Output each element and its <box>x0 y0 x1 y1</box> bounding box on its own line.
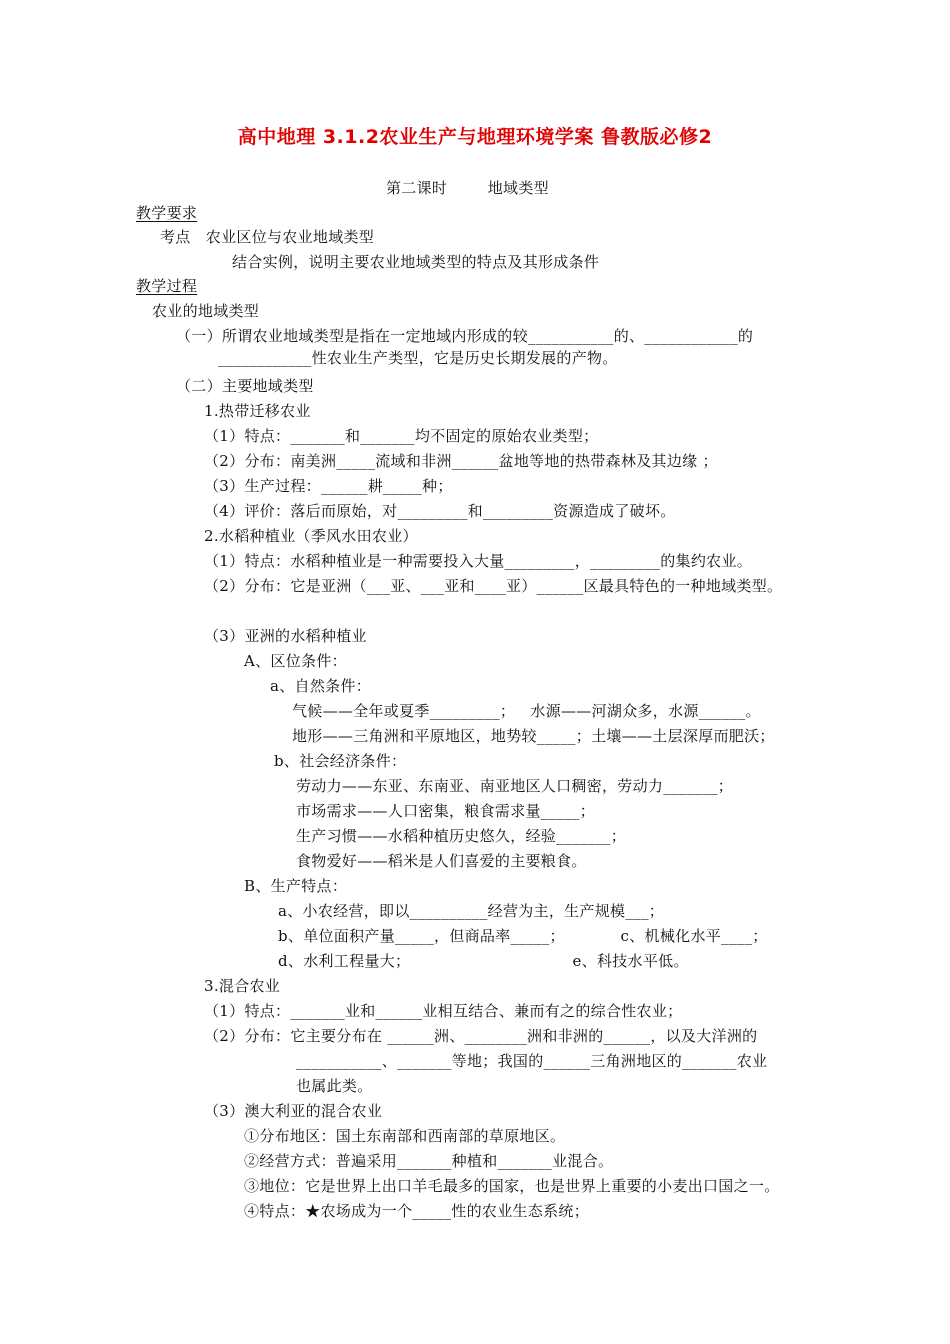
requirement-detail: 结合实例，说明主要农业地域类型的特点及其形成条件 <box>232 253 600 271</box>
australia-feature: ④特点：★农场成为一个_____性的农业生态系统； <box>244 1202 590 1220</box>
natural-conditions: a、自然条件： <box>270 677 372 695</box>
australia-area: ①分布地区：国土东南部和西南部的草原地区。 <box>244 1127 566 1145</box>
type2-feature: （1）特点：水稻种植业是一种需要投入大量_________，_________的集约农业。 <box>204 552 753 570</box>
exam-point: 考点 农业区位与农业地域类型 <box>160 228 375 246</box>
habit-condition: 生产习惯——水稻种植历史悠久，经验_______； <box>296 827 627 845</box>
requirements-heading: 教学要求 <box>136 204 198 222</box>
market-condition: 市场需求——人口密集，粮食需求量_____； <box>296 802 596 820</box>
feature-yield-mechanization: b、单位面积产量_____，但商品率_____； c、机械化水平____； <box>278 927 768 945</box>
type1-heading: 1.热带迁移农业 <box>204 402 311 420</box>
labor-condition: 劳动力——东亚、东南亚、南亚地区人口稠密，劳动力_______； <box>296 777 734 795</box>
type3-distribution-1: （2）分布：它主要分布在 ______洲、________洲和非洲的______，以及大洋洲的 <box>204 1027 758 1045</box>
feature-irrigation-tech: d、水利工程量大； e、科技水平低。 <box>278 952 689 970</box>
type3-distribution-3: 也属此类。 <box>296 1077 373 1095</box>
feature-small-farm: a、小农经营，即以__________经营为主，生产规模___； <box>278 902 665 920</box>
natural-terrain-soil: 地形——三角洲和平原地区，地势较_____；土壤——土层深厚而肥沃； <box>292 727 775 745</box>
type1-distribution: （2）分布：南美洲_____流域和非洲______盆地等地的热带森林及其边缘 ； <box>204 452 718 470</box>
definition-line-2: ____________性农业生产类型，它是历史长期发展的产物。 <box>218 349 618 367</box>
type1-evaluation: （4）评价：落后而原始，对_________和_________资源造成了破坏。 <box>204 502 676 520</box>
type2-distribution: （2）分布：它是亚洲（___亚、___亚和____亚）______区最具特色的一种地域类型。 <box>204 577 783 595</box>
asia-rice-heading: （3）亚洲的水稻种植业 <box>204 627 367 645</box>
main-types-heading: （二）主要地域类型 <box>176 377 314 395</box>
document-title: 高中地理 3.1.2农业生产与地理环境学案 鲁教版必修2 <box>237 126 713 148</box>
topic-heading: 农业的地域类型 <box>152 302 260 320</box>
type1-process: （3）生产过程：______耕_____种； <box>204 477 453 495</box>
type1-feature: （1）特点：_______和_______均不固定的原始农业类型； <box>204 427 599 445</box>
lesson-subtitle: 第二课时 地域类型 <box>386 179 549 197</box>
production-features: B、生产特点： <box>244 877 348 895</box>
type3-heading: 3.混合农业 <box>204 977 281 995</box>
natural-climate-water: 气候——全年或夏季_________； 水源——河湖众多，水源______。 <box>292 702 761 720</box>
australia-mode: ②经营方式：普遍采用_______种植和_______业混合。 <box>244 1152 614 1170</box>
australia-status: ③地位：它是世界上出口羊毛最多的国家，也是世界上重要的小麦出口国之一。 <box>244 1177 780 1195</box>
definition-line-1: （一）所谓农业地域类型是指在一定地域内形成的较___________的、____________的 <box>176 327 754 345</box>
type3-feature: （1）特点：_______业和______业相互结合、兼而有之的综合性农业； <box>204 1002 683 1020</box>
food-preference: 食物爱好——稻米是人们喜爱的主要粮食。 <box>296 852 587 870</box>
location-conditions: A、区位条件： <box>244 652 347 670</box>
socioeconomic-conditions: b、社会经济条件： <box>274 752 407 770</box>
australia-heading: （3）澳大利亚的混合农业 <box>204 1102 383 1120</box>
type2-heading: 2.水稻种植业（季风水田农业） <box>204 527 418 545</box>
process-heading: 教学过程 <box>136 277 198 295</box>
type3-distribution-2: ___________、_______等地；我国的______三角洲地区的_______农业 <box>296 1052 768 1070</box>
